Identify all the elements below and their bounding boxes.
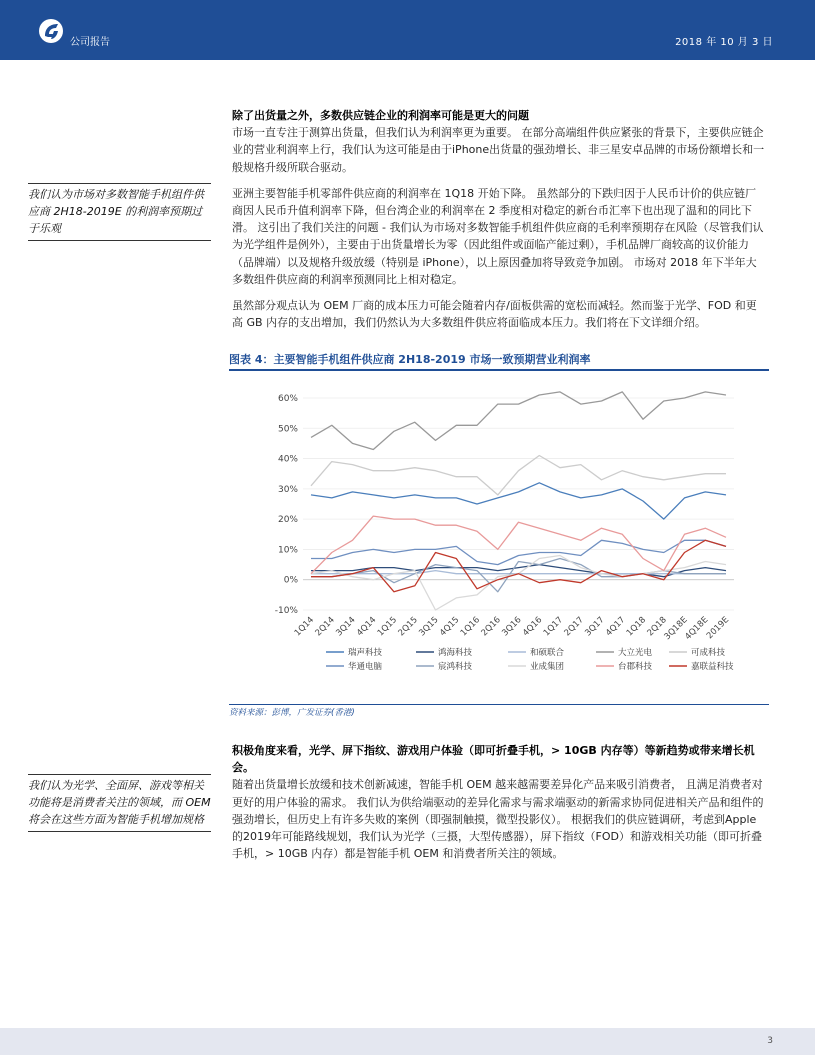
margin-line-chart <box>229 376 769 702</box>
x-tick-label: 3Q14 <box>334 615 358 639</box>
legend-label: 业成集团 <box>530 662 565 672</box>
series-line <box>311 516 726 574</box>
x-tick-label: 1Q16 <box>458 615 483 639</box>
x-tick-label: 3Q18E <box>662 615 690 643</box>
figure-title: 图表 4：主要智能手机组件供应商 2H18-2019 市场一致预期营业利润率 <box>229 351 769 371</box>
x-tick-label: 4Q14 <box>355 615 379 639</box>
x-tick-label: 4Q17 <box>604 615 628 639</box>
x-tick-label: 3Q16 <box>500 615 524 639</box>
y-tick-label: 30% <box>277 484 298 495</box>
x-tick-label: 1Q18 <box>624 615 649 639</box>
paragraph: 市场一直专注于测算出货量，但我们认为利润率更为重要。 在部分高端组件供应紧张的背景下，主要供应链企业的营业利润率上行，我们认为这可能是由于iPhone出货量的强劲增长、非三星安卓品牌的市场份额增长和一般规格升级所联合驱动。 <box>232 126 765 174</box>
x-tick-label: 3Q17 <box>583 615 607 639</box>
x-tick-label: 4Q18E <box>683 615 711 643</box>
x-tick-label: 1Q17 <box>541 615 566 639</box>
series-line <box>311 559 726 592</box>
x-tick-label: 2Q18 <box>645 615 669 639</box>
report-type-label: 公司报告 <box>70 37 110 48</box>
x-tick-label: 1Q15 <box>375 615 400 639</box>
x-tick-label: 1Q14 <box>292 615 317 639</box>
legend-label: 嘉联益科技 <box>691 662 734 672</box>
report-header <box>0 0 815 60</box>
x-tick-label: 2Q15 <box>396 615 420 639</box>
y-tick-label: 40% <box>277 454 298 465</box>
x-tick-label: 4Q16 <box>521 615 545 639</box>
legend-label: 瑞声科技 <box>348 648 383 658</box>
paragraph: 随着出货量增长放缓和技术创新减速，智能手机 OEM 越来越需要差异化产品来吸引消费者， 且满足消费者对更好的用户体验的需求。 我们认为供给端驱动的差异化需求与需求端驱动的新需求协同促进相关产品和组件的强劲增长，但历史上有许多失败的案例（即强制触摸，微型投影仪）。 根据我们的供应链调研，考虑到Apple的2019年可能路线规划，我们认为光学（三摄，大型传感器），屏下指纹（FOD）和游戏相关功能（即可折叠手机，> 10GB 内存）都是智能手机 OEM 和消费者所关注的领域。 <box>232 778 764 861</box>
chart-canvas <box>229 376 769 702</box>
legend-label: 和硕联合 <box>530 648 565 658</box>
sidebar-note-margin: 我们认为市场对多数智能手机组件供应商 2H18-2019E 的利润率预期过于乐观 <box>28 183 211 241</box>
legend-label: 华通电脑 <box>348 662 383 672</box>
section-trends <box>232 742 766 862</box>
series-line <box>311 392 726 450</box>
paragraph: 亚洲主要智能手机零部件供应商的利润率在 1Q18 开始下降。 虽然部分的下跌归因于人民币计价的供应链厂商因人民币升值利润率下降，但台湾企业的利润率在 2 季度相对稳定的新台币汇率下也出现了温和的同比下滑。 这引出了我们关注的问题 - 我们认为市场对多数智能手机组件供应商的毛利率预期存在风险（尽管我们认为光学组件是例外），主要由于出货量增长为零（因此组件或面临产能过剩），手机品牌厂商较高的议价能力（品牌端）以及规格升级放缓（特别是 iPhone），以上原因叠加将导致竞争加剧。 市场对 2018 年下半年大多数组件供应商的利润率预测同比上相对稳定。 <box>232 186 764 286</box>
x-tick-label: 4Q15 <box>438 615 462 639</box>
x-tick-label: 2Q16 <box>479 615 503 639</box>
legend-label: 大立光电 <box>618 648 653 658</box>
figure-source: 资料来源：彭博，广发证券(香港) <box>229 704 769 718</box>
x-tick-label: 2019E <box>704 615 732 642</box>
legend-label: 台郡科技 <box>618 662 653 672</box>
y-tick-label: 60% <box>277 394 298 404</box>
series-line <box>311 483 726 519</box>
page-number: 3 <box>767 1036 773 1046</box>
y-tick-label: -10% <box>274 606 298 616</box>
section-margin <box>232 107 766 331</box>
sidebar-note-trends: 我们认为光学、全面屏、游戏等相关功能将是消费者关注的领域，而 OEM 将会在这些方面为智能手机增加规格 <box>28 774 211 832</box>
paragraph: 虽然部分观点认为 OEM 厂商的成本压力可能会随着内存/面板供需的宽松而减轻。然而鉴于光学、FOD 和更高 GB 内存的支出增加，我们仍然认为大多数组件供应将面临成本压力。我们将在下文详细介绍。 <box>232 299 757 330</box>
x-tick-label: 2Q14 <box>313 615 337 639</box>
y-tick-label: 50% <box>277 424 298 435</box>
y-tick-label: 10% <box>277 545 298 556</box>
x-tick-label: 3Q15 <box>417 615 441 639</box>
section-heading: 除了出货量之外，多数供应链企业的利润率可能是更大的问题 <box>232 109 529 122</box>
legend-label: 鸿海科技 <box>438 648 473 658</box>
series-line <box>311 540 726 592</box>
company-logo-icon <box>38 18 64 44</box>
report-date: 2018 年 10 月 3 日 <box>675 37 773 48</box>
series-line <box>311 556 726 611</box>
page-footer <box>0 1028 815 1055</box>
y-tick-label: 0% <box>283 575 298 586</box>
y-tick-label: 20% <box>277 515 298 526</box>
legend-label: 宸鸿科技 <box>438 662 473 672</box>
section-heading: 积极角度来看，光学、屏下指纹、游戏用户体验（即可折叠手机，> 10GB 内存等）等新趋势或带来增长机会。 <box>232 744 755 775</box>
x-tick-label: 2Q17 <box>562 615 586 639</box>
legend-label: 可成科技 <box>691 648 726 658</box>
